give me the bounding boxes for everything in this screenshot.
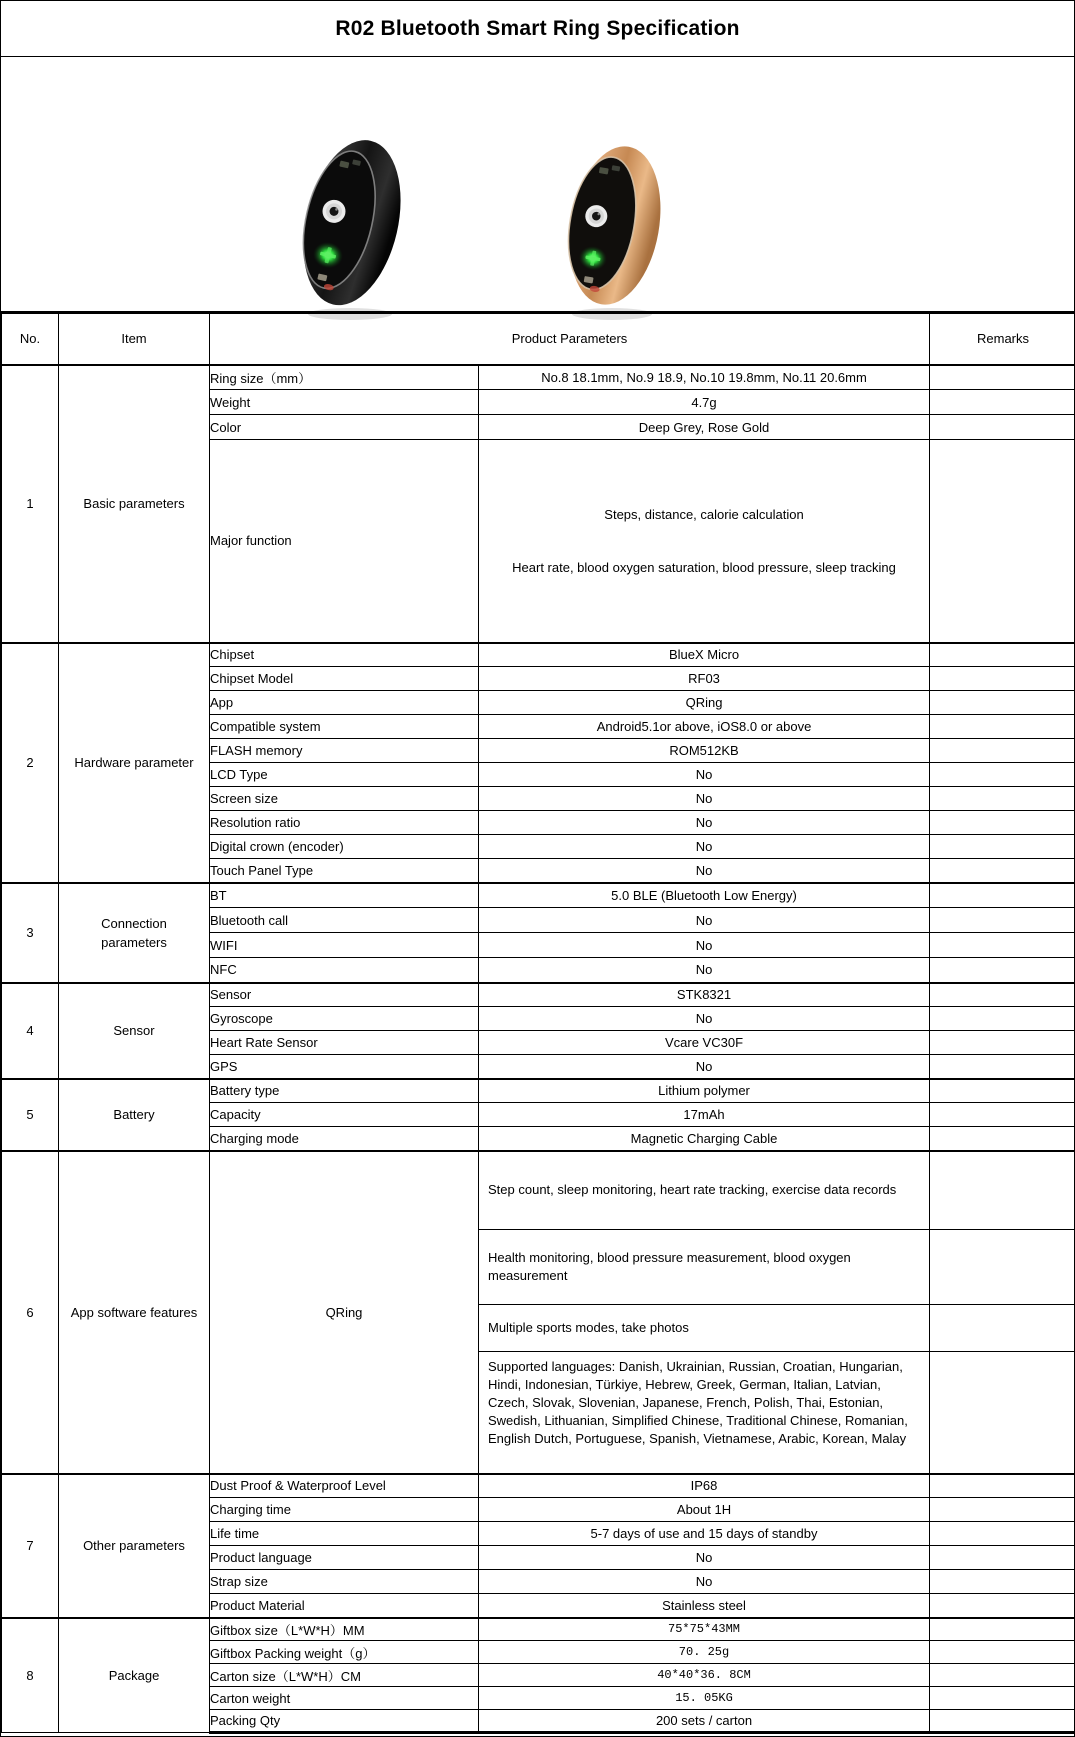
param-label: Life time: [210, 1522, 479, 1546]
param-label: Packing Qty: [210, 1710, 479, 1733]
param-label: Product language: [210, 1546, 479, 1570]
remarks-cell: [930, 983, 1075, 1007]
param-value: 70. 25g: [479, 1641, 930, 1664]
section-number: 7: [2, 1474, 59, 1618]
param-value: 17mAh: [479, 1103, 930, 1127]
param-label: Heart Rate Sensor: [210, 1031, 479, 1055]
deep-grey-ring-image: [284, 127, 414, 322]
table-row: [2, 1151, 1075, 1230]
spec-table: [1, 313, 1075, 1734]
table-row: [2, 1474, 1075, 1498]
param-label: Product Material: [210, 1594, 479, 1618]
param-label: Weight: [210, 390, 479, 415]
remarks-cell: [930, 667, 1075, 691]
remarks-cell: [930, 1079, 1075, 1103]
param-value: No: [479, 763, 930, 787]
param-label: Dust Proof & Waterproof Level: [210, 1474, 479, 1498]
section-item: Hardware parameter: [59, 643, 210, 883]
param-label: App: [210, 691, 479, 715]
param-value: 75*75*43MM: [479, 1618, 930, 1641]
param-label: Charging time: [210, 1498, 479, 1522]
remarks-cell: [930, 365, 1075, 390]
spec-table-header-row: [2, 314, 1075, 365]
remarks-cell: [930, 1641, 1075, 1664]
param-value: No: [479, 958, 930, 983]
remarks-cell: [930, 1546, 1075, 1570]
rose-gold-ring-image: [549, 135, 675, 321]
page-title: R02 Bluetooth Smart Ring Specification: [1, 1, 1074, 57]
remarks-cell: [930, 883, 1075, 908]
remarks-cell: [930, 1664, 1075, 1687]
param-value: No: [479, 1570, 930, 1594]
param-value: ROM512KB: [479, 739, 930, 763]
remarks-cell: [930, 1055, 1075, 1079]
remarks-cell: [930, 1230, 1075, 1305]
param-value: About 1H: [479, 1498, 930, 1522]
param-value: Health monitoring, blood pressure measurement, blood oxygen measurement: [479, 1230, 930, 1305]
section-item: Basic parameters: [59, 365, 210, 643]
param-label: Major function: [210, 440, 479, 643]
remarks-cell: [930, 859, 1075, 883]
remarks-cell: [930, 715, 1075, 739]
param-label: FLASH memory: [210, 739, 479, 763]
remarks-cell: [930, 739, 1075, 763]
remarks-cell: [930, 1498, 1075, 1522]
param-label: Carton weight: [210, 1687, 479, 1710]
header-product-parameters: Product Parameters: [210, 314, 930, 365]
param-value: Steps, distance, calorie calculation Heart rate, blood oxygen saturation, blood pressure, sleep tracking: [479, 440, 930, 643]
param-value: No: [479, 908, 930, 933]
param-label: NFC: [210, 958, 479, 983]
section-item: Other parameters: [59, 1474, 210, 1618]
param-value: No: [479, 933, 930, 958]
param-value: 5-7 days of use and 15 days of standby: [479, 1522, 930, 1546]
remarks-cell: [930, 1127, 1075, 1151]
section-number: 6: [2, 1151, 59, 1474]
remarks-cell: [930, 1103, 1075, 1127]
param-value: BlueX Micro: [479, 643, 930, 667]
param-label: Digital crown (encoder): [210, 835, 479, 859]
table-row: [2, 883, 1075, 908]
section-item: Sensor: [59, 983, 210, 1079]
remarks-cell: [930, 835, 1075, 859]
remarks-cell: [930, 390, 1075, 415]
table-row: [2, 983, 1075, 1007]
param-value: 200 sets / carton: [479, 1710, 930, 1733]
param-label: Giftbox size（L*W*H）MM: [210, 1618, 479, 1641]
section-number: 3: [2, 883, 59, 983]
param-label: Capacity: [210, 1103, 479, 1127]
param-value: No: [479, 835, 930, 859]
param-value: No: [479, 1007, 930, 1031]
param-value: No: [479, 1055, 930, 1079]
param-label: Resolution ratio: [210, 811, 479, 835]
spec-table-body: [2, 365, 1075, 1733]
param-value: IP68: [479, 1474, 930, 1498]
remarks-cell: [930, 1522, 1075, 1546]
remarks-cell: [930, 1474, 1075, 1498]
section-number: 2: [2, 643, 59, 883]
param-group-label: QRing: [210, 1151, 479, 1474]
remarks-cell: [930, 643, 1075, 667]
param-value: 5.0 BLE (Bluetooth Low Energy): [479, 883, 930, 908]
param-label: Charging mode: [210, 1127, 479, 1151]
param-value: No: [479, 811, 930, 835]
product-images: [1, 57, 1074, 313]
remarks-cell: [930, 763, 1075, 787]
remarks-cell: [930, 908, 1075, 933]
param-value: No: [479, 787, 930, 811]
param-label: Color: [210, 415, 479, 440]
ring-shadow: [308, 308, 392, 320]
remarks-cell: [930, 933, 1075, 958]
header-no: No.: [2, 314, 59, 365]
param-label: Touch Panel Type: [210, 859, 479, 883]
remarks-cell: [930, 1594, 1075, 1618]
remarks-cell: [930, 1570, 1075, 1594]
remarks-cell: [930, 958, 1075, 983]
remarks-cell: [930, 415, 1075, 440]
param-value: QRing: [479, 691, 930, 715]
section-number: 4: [2, 983, 59, 1079]
param-label: Bluetooth call: [210, 908, 479, 933]
param-value: Step count, sleep monitoring, heart rate tracking, exercise data records: [479, 1151, 930, 1230]
param-label: Sensor: [210, 983, 479, 1007]
param-label: Gyroscope: [210, 1007, 479, 1031]
param-value: Supported languages: Danish, Ukrainian, Russian, Croatian, Hungarian, Hindi, Indonesian, Türkiye, Hebrew, Greek, German, Italian, Latvian, Czech, Slovak, Slovenian, Japanese, French, Polish, Thai, Estonian, Swedish, Lithuanian, Simplified Chinese, Traditional Chinese, Romanian, English Dutch, Portuguese, Spanish, Vietnamese, Arabic, Korean, Malay: [479, 1352, 930, 1474]
remarks-cell: [930, 787, 1075, 811]
param-value: Vcare VC30F: [479, 1031, 930, 1055]
param-label: BT: [210, 883, 479, 908]
param-value: No: [479, 1546, 930, 1570]
param-value: Deep Grey, Rose Gold: [479, 415, 930, 440]
section-number: 8: [2, 1618, 59, 1733]
section-item: App software features: [59, 1151, 210, 1474]
section-item: Package: [59, 1618, 210, 1733]
param-label: GPS: [210, 1055, 479, 1079]
param-value: RF03: [479, 667, 930, 691]
remarks-cell: [930, 440, 1075, 643]
ring-shadow: [572, 308, 652, 320]
param-value: 40*40*36. 8CM: [479, 1664, 930, 1687]
param-value: Lithium polymer: [479, 1079, 930, 1103]
remarks-cell: [930, 1305, 1075, 1352]
section-number: 5: [2, 1079, 59, 1151]
param-label: Strap size: [210, 1570, 479, 1594]
remarks-cell: [930, 1710, 1075, 1733]
remarks-cell: [930, 1687, 1075, 1710]
header-remarks: Remarks: [930, 314, 1075, 365]
param-value: Stainless steel: [479, 1594, 930, 1618]
remarks-cell: [930, 1352, 1075, 1474]
section-item: Connection parameters: [59, 883, 210, 983]
param-value: Android5.1or above, iOS8.0 or above: [479, 715, 930, 739]
param-label: Chipset: [210, 643, 479, 667]
param-label: Battery type: [210, 1079, 479, 1103]
param-label: Chipset Model: [210, 667, 479, 691]
param-value: Multiple sports modes, take photos: [479, 1305, 930, 1352]
remarks-cell: [930, 691, 1075, 715]
param-label: WIFI: [210, 933, 479, 958]
table-row: [2, 1618, 1075, 1641]
remarks-cell: [930, 1151, 1075, 1230]
param-label: Giftbox Packing weight（g）: [210, 1641, 479, 1664]
param-value: 15. 05KG: [479, 1687, 930, 1710]
remarks-cell: [930, 811, 1075, 835]
param-label: Carton size（L*W*H）CM: [210, 1664, 479, 1687]
table-row: [2, 1079, 1075, 1103]
param-value: 4.7g: [479, 390, 930, 415]
param-value: STK8321: [479, 983, 930, 1007]
remarks-cell: [930, 1618, 1075, 1641]
table-row: [2, 365, 1075, 390]
remarks-cell: [930, 1007, 1075, 1031]
param-value: No: [479, 859, 930, 883]
param-label: Screen size: [210, 787, 479, 811]
remarks-cell: [930, 1031, 1075, 1055]
param-label: Compatible system: [210, 715, 479, 739]
param-value: Magnetic Charging Cable: [479, 1127, 930, 1151]
param-value: No.8 18.1mm, No.9 18.9, No.10 19.8mm, No.11 20.6mm: [479, 365, 930, 390]
param-label: LCD Type: [210, 763, 479, 787]
section-number: 1: [2, 365, 59, 643]
table-row: [2, 643, 1075, 667]
header-item: Item: [59, 314, 210, 365]
section-item: Battery: [59, 1079, 210, 1151]
param-label: Ring size（mm）: [210, 365, 479, 390]
